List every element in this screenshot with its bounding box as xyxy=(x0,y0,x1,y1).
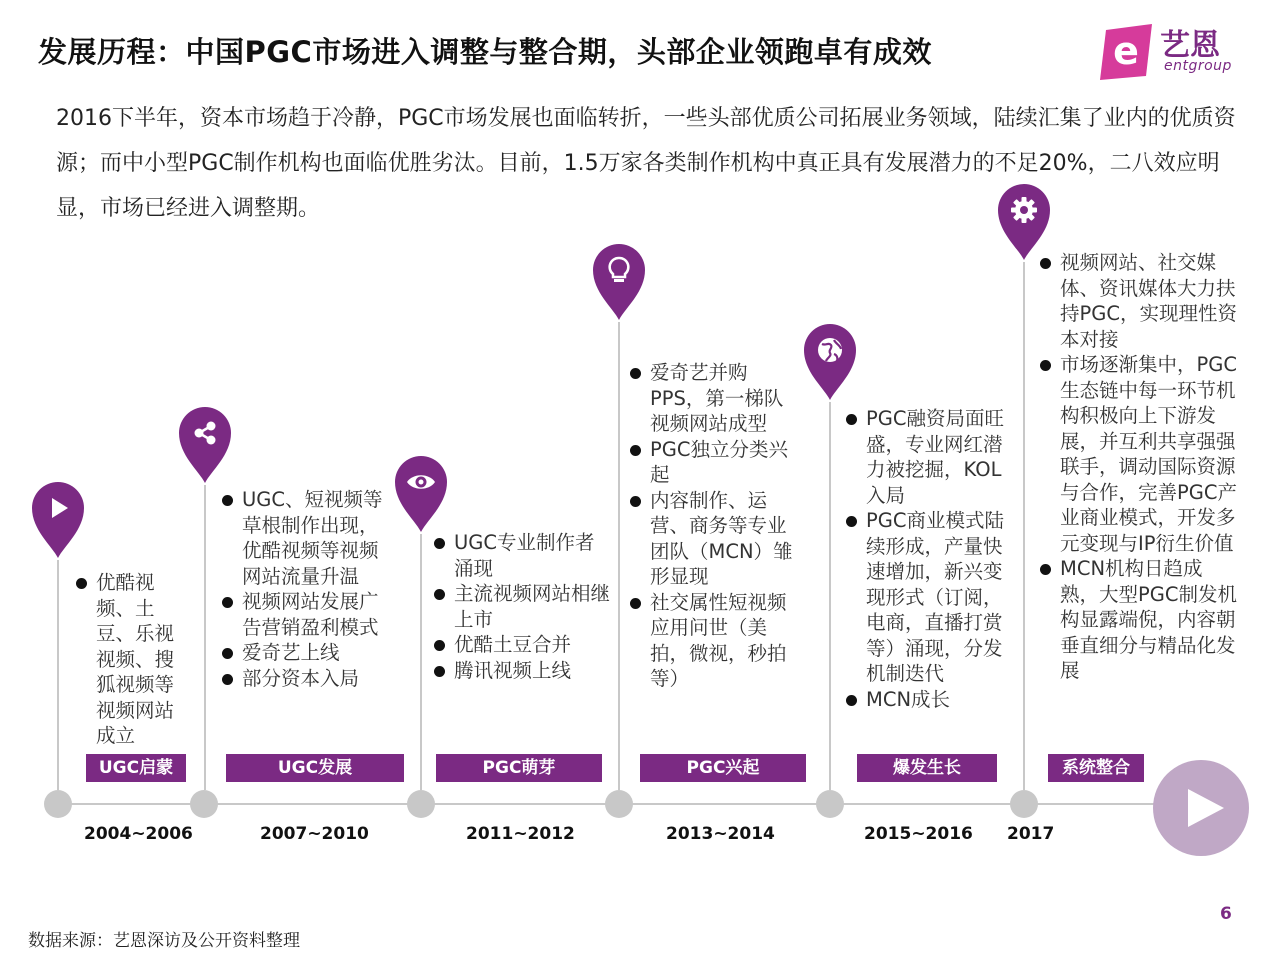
svg-text:e: e xyxy=(1113,29,1139,73)
timeline-dot xyxy=(605,790,633,818)
globe-icon xyxy=(814,334,846,366)
stage-3-pin xyxy=(391,452,451,534)
share-icon xyxy=(189,417,221,449)
stage-2-bullet: UGC、短视频等草根制作出现，优酷视频等视频网站流量升温 xyxy=(220,487,392,589)
stage-6-phase-label: 系统整合 xyxy=(1048,754,1144,782)
logo-text-en: entgroup xyxy=(1164,58,1232,74)
stage-5-bullet: PGC融资局面旺盛，专业网红潜力被挖掘，KOL入局 xyxy=(844,406,1014,508)
stage-5-phase-label: 爆发生长 xyxy=(857,754,997,782)
stage-2-bullet: 部分资本入局 xyxy=(220,666,392,692)
stage-6-bullet: 视频网站、社交媒体、资讯媒体大力扶持PGC，实现理性资本对接 xyxy=(1038,250,1238,352)
stage-1-bullets xyxy=(74,570,192,749)
stage-2-bullet: 爱奇艺上线 xyxy=(220,640,392,666)
logo-e-icon xyxy=(1096,22,1156,82)
timeline-dot xyxy=(1010,790,1038,818)
gear-icon xyxy=(1008,194,1040,226)
stage-4-bullets xyxy=(628,360,796,692)
stage-2-bullets xyxy=(220,487,392,691)
stage-2-stem xyxy=(204,485,206,790)
stage-5-bullet: MCN成长 xyxy=(844,687,1014,713)
stage-1-stem xyxy=(57,560,59,790)
stage-5-bullets xyxy=(844,406,1014,712)
stage-6-stem xyxy=(1023,262,1025,790)
timeline-dot xyxy=(816,790,844,818)
eye-icon xyxy=(405,466,437,498)
stage-3-bullet: 主流视频网站相继上市 xyxy=(432,581,610,632)
stage-5-bullet: PGC商业模式陆续形成，产量快速增加，新兴变现形式（订阅，电商，直播打赏等）涌现，分发机制迭代 xyxy=(844,508,1014,687)
stage-4-bullet: 社交属性短视频应用问世（美拍，微视，秒拍等） xyxy=(628,590,796,692)
stage-5-pin xyxy=(800,320,860,402)
stage-4-phase-label: PGC兴起 xyxy=(640,754,806,782)
stage-3-bullets xyxy=(432,530,610,683)
stage-4-bullet: PGC独立分类兴起 xyxy=(628,437,796,488)
timeline-dot xyxy=(407,790,435,818)
stage-2-years: 2007~2010 xyxy=(260,824,369,844)
stage-4-years: 2013~2014 xyxy=(666,824,775,844)
timeline-dot xyxy=(190,790,218,818)
page-number: 6 xyxy=(1220,904,1232,924)
stage-2-pin xyxy=(175,403,235,485)
company-logo xyxy=(1096,22,1246,82)
stage-2-bullet: 视频网站发展广告营销盈利模式 xyxy=(220,589,392,640)
stage-3-stem xyxy=(420,534,422,790)
timeline-dot xyxy=(44,790,72,818)
stage-1-years: 2004~2006 xyxy=(84,824,193,844)
stage-4-bullet: 爱奇艺并购PPS，第一梯队视频网站成型 xyxy=(628,360,796,437)
stage-6-bullet: 市场逐渐集中，PGC生态链中每一环节机构积极向上下游发展，并互利共享强强联手，调动国际资源与合作，完善PGC产业商业模式，开发多元变现与IP衍生价值 xyxy=(1038,352,1238,556)
stage-1-phase-label: UGC启蒙 xyxy=(86,754,186,782)
lightbulb-icon xyxy=(603,254,635,286)
stage-3-bullet: 优酷土豆合并 xyxy=(432,632,610,658)
stage-3-phase-label: PGC萌芽 xyxy=(436,754,602,782)
stage-4-bullet: 内容制作、运营、商务等专业团队（MCN）雏形显现 xyxy=(628,488,796,590)
stage-1-bullet: 优酷视频、土豆、乐视视频、搜狐视频等视频网站成立 xyxy=(74,570,192,749)
stage-6-bullets xyxy=(1038,250,1238,684)
stage-6-years: 2017 xyxy=(1007,824,1055,844)
stage-3-years: 2011~2012 xyxy=(466,824,575,844)
intro-paragraph: 2016下半年，资本市场趋于冷静，PGC市场发展也面临转折，一些头部优质公司拓展业务领域，陆续汇集了业内的优质资源；而中小型PGC制作机构也面临优胜劣汰。目前，1.5万家各类制作机构中真正具有发展潜力的不足20%，二八效应明显，市场已经进入调整期。 xyxy=(56,106,1236,221)
next-arrow-button[interactable] xyxy=(1153,760,1249,856)
logo-text-cn: 艺恩 xyxy=(1160,28,1220,63)
stage-1-pin xyxy=(28,478,88,560)
stage-3-bullet: 腾讯视频上线 xyxy=(432,658,610,684)
stage-4-pin xyxy=(589,240,649,322)
stage-5-stem xyxy=(829,402,831,790)
stage-5-years: 2015~2016 xyxy=(864,824,973,844)
data-source-note: 数据来源：艺恩深访及公开资料整理 xyxy=(28,931,300,951)
stage-3-bullet: UGC专业制作者涌现 xyxy=(432,530,610,581)
play-arrow-icon xyxy=(1186,787,1226,829)
play-icon xyxy=(42,492,74,524)
stage-2-phase-label: UGC发展 xyxy=(226,754,404,782)
stage-4-stem xyxy=(618,322,620,790)
stage-6-bullet: MCN机构日趋成熟，大型PGC制发机构显露端倪，内容朝垂直细分与精品化发展 xyxy=(1038,556,1238,684)
page-title: 发展历程：中国PGC市场进入调整与整合期，头部企业领跑卓有成效 xyxy=(38,35,932,69)
